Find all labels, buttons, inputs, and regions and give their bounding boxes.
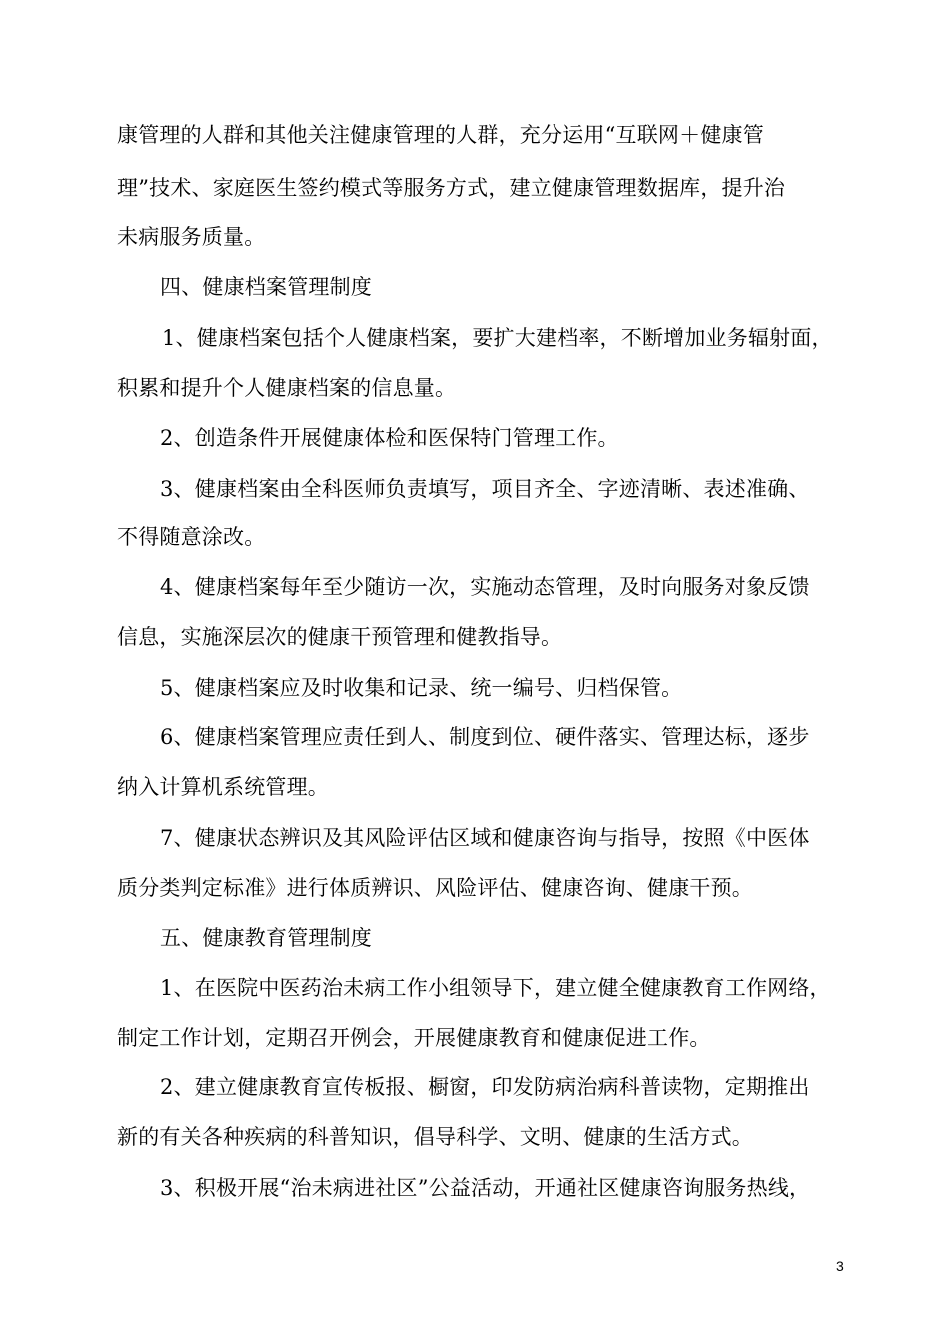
text-line-15: 7、健康状态辨识及其风险评估区域和健康咨询与指导，按照《中医体 [160,826,810,850]
section-heading-4: 四、健康档案管理制度 [160,275,372,299]
text-line-14: 纳入计算机系统管理。 [117,775,329,799]
text-line-2: 理”技术、家庭医生签约模式等服务方式，建立健康管理数据库，提升治 [117,176,786,200]
text-line-10: 4、健康档案每年至少随访一次，实施动态管理，及时向服务对象反馈 [160,575,810,599]
text-line-21: 新的有关各种疾病的科普知识，倡导科学、文明、健康的生活方式。 [117,1125,753,1149]
text-line-3: 未病服务质量。 [117,225,266,249]
text-line-12: 5、健康档案应及时收集和记录、统一编号、归档保管。 [160,676,683,700]
text-line-8: 3、健康档案由全科医师负责填写，项目齐全、字迹清晰、表述准确、 [160,477,810,501]
page-number: 3 [836,1258,844,1274]
text-line-20: 2、建立健康教育宣传板报、橱窗，印发防病治病科普读物，定期推出 [160,1075,810,1099]
text-line-11: 信息，实施深层次的健康干预管理和健教指导。 [117,625,563,649]
text-line-5: 1、健康档案包括个人健康档案，要扩大建档率，不断增加业务辐射面， [162,326,833,350]
text-line-13: 6、健康档案管理应责任到人、制度到位、硬件落实、管理达标，逐步 [160,725,810,749]
text-line-9: 不得随意涂改。 [117,525,266,549]
text-line-19: 制定工作计划，定期召开例会，开展健康教育和健康促进工作。 [117,1026,711,1050]
text-line-18: 1、在医院中医药治未病工作小组领导下，建立健全健康教育工作网络， [160,976,831,1000]
text-line-22: 3、积极开展“治未病进社区”公益活动，开通社区健康咨询服务热线， [160,1176,811,1200]
text-line-16: 质分类判定标准》进行体质辨识、风险评估、健康咨询、健康干预。 [117,876,753,900]
text-line-7: 2、创造条件开展健康体检和医保特门管理工作。 [160,426,619,450]
text-line-6: 积累和提升个人健康档案的信息量。 [117,376,457,400]
section-heading-5: 五、健康教育管理制度 [160,926,372,950]
text-line-1: 康管理的人群和其他关注健康管理的人群，充分运用“互联网＋健康管 [117,123,764,147]
